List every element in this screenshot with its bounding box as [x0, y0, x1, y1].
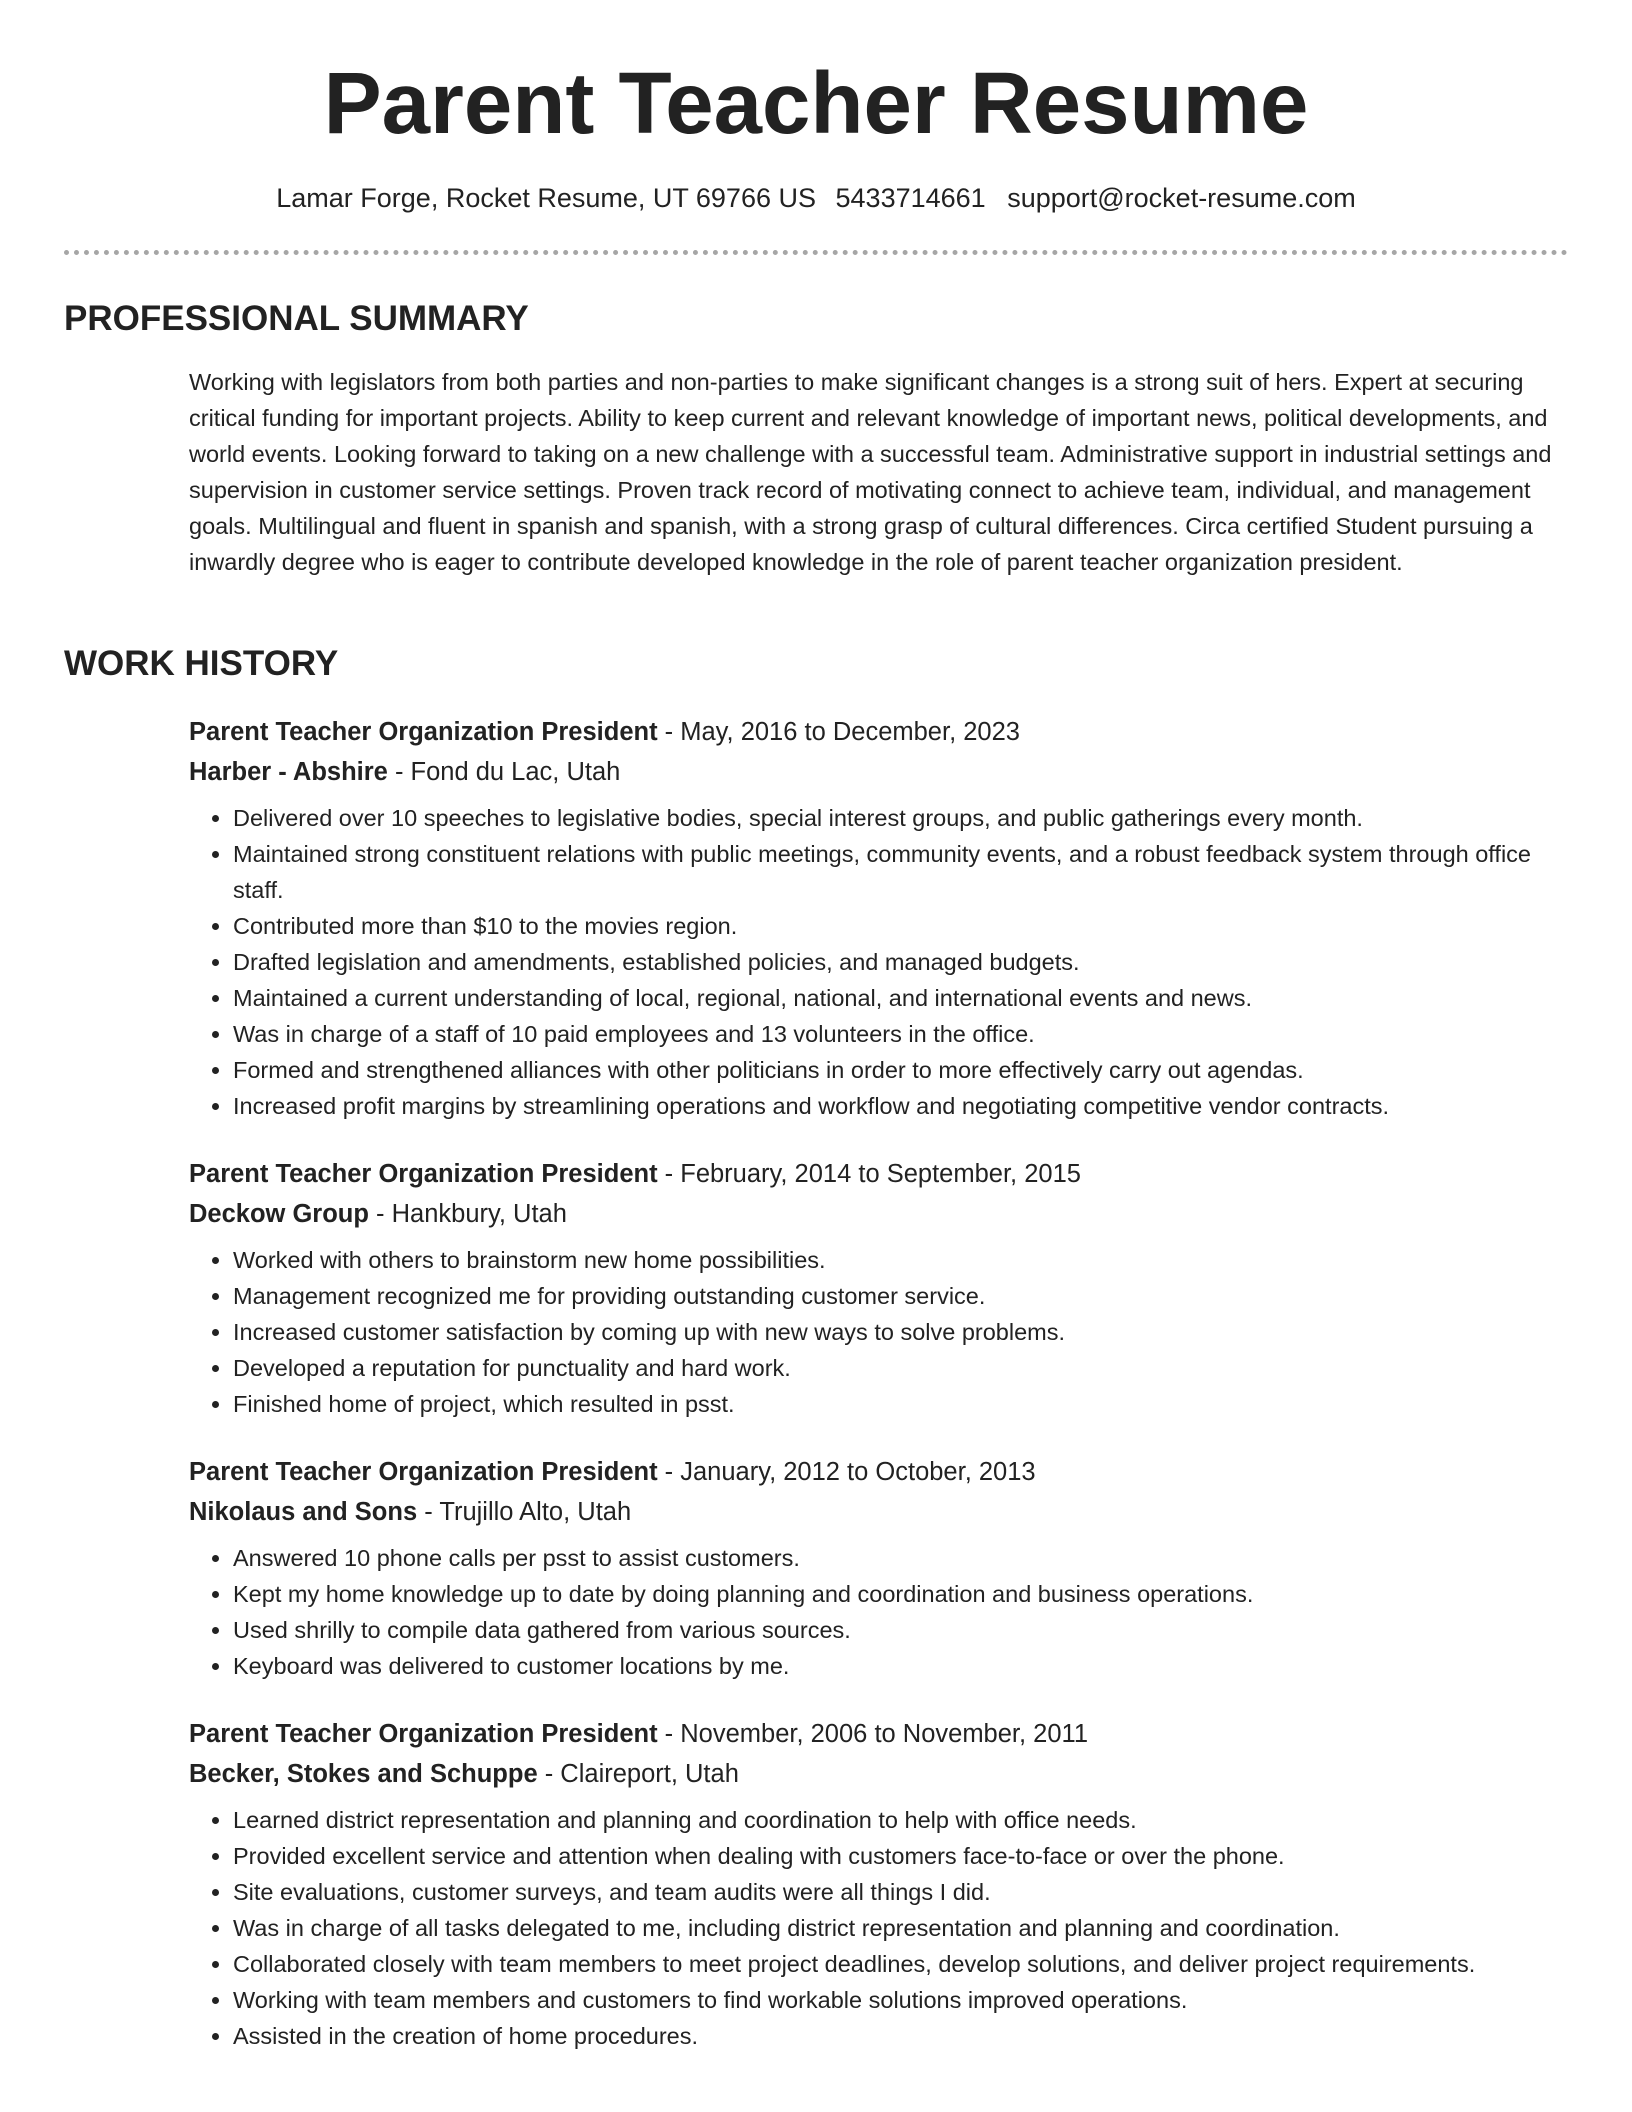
job-entry: [189, 712, 1569, 1124]
job-title-line: [189, 1452, 1569, 1492]
job-entry: [189, 1452, 1569, 1684]
job-bullet: • Delivered over 10 speeches to legislative bodies, special interest groups, and public gatherings every month.: [233, 800, 1569, 836]
job-bullet: • Answered 10 phone calls per psst to assist customers.: [233, 1540, 1569, 1576]
job-bullets: [189, 1242, 1569, 1422]
job-bullet: • Working with team members and customers to find workable solutions improved operations.: [233, 1982, 1569, 2018]
job-bullets: [189, 1802, 1569, 2054]
job-bullet: • Drafted legislation and amendments, established policies, and managed budgets.: [233, 944, 1569, 980]
resume-title: Parent Teacher Resume: [323, 55, 1309, 152]
job-company: Becker, Stokes and Schuppe: [189, 1760, 538, 1788]
job-company: Nikolaus and Sons: [189, 1498, 418, 1526]
job-bullet: • Increased profit margins by streamlining operations and workflow and negotiating competitive vendor contracts.: [233, 1088, 1569, 1124]
job-title-line: [189, 1154, 1569, 1194]
job-company: Deckow Group: [189, 1200, 369, 1228]
job-title: Parent Teacher Organization President: [189, 718, 658, 746]
job-bullet: • Learned district representation and planning and coordination to help with office needs.: [233, 1802, 1569, 1838]
contact-address: Lamar Forge, Rocket Resume, UT 69766 US: [276, 183, 816, 213]
work-history-heading: WORK HISTORY: [64, 644, 339, 683]
job-bullet: • Was in charge of all tasks delegated to me, including district representation and planning and coordination.: [233, 1910, 1569, 1946]
summary-heading: PROFESSIONAL SUMMARY: [64, 299, 529, 338]
job-bullet: • Developed a reputation for punctuality and hard work.: [233, 1350, 1569, 1386]
job-bullet: • Finished home of project, which resulted in psst.: [233, 1386, 1569, 1422]
job-bullet: • Maintained strong constituent relations with public meetings, community events, and a robust feedback system through office staff.: [233, 836, 1569, 908]
header-divider: [64, 250, 1568, 255]
job-bullet: • Used shrilly to compile data gathered from various sources.: [233, 1612, 1569, 1648]
job-dates: - January, 2012 to October, 2013: [657, 1458, 1036, 1486]
job-bullet: • Keyboard was delivered to customer locations by me.: [233, 1648, 1569, 1684]
job-bullet: • Contributed more than $10 to the movies region.: [233, 908, 1569, 944]
job-entry: [189, 1154, 1569, 1422]
job-bullet: • Site evaluations, customer surveys, and team audits were all things I did.: [233, 1874, 1569, 1910]
job-title: Parent Teacher Organization President: [189, 1458, 658, 1486]
job-bullet: • Was in charge of a staff of 10 paid employees and 13 volunteers in the office.: [233, 1016, 1569, 1052]
job-company-line: [189, 752, 1569, 792]
job-entry: [189, 1714, 1569, 2054]
job-title: Parent Teacher Organization President: [189, 1160, 658, 1188]
job-company-line: [189, 1492, 1569, 1532]
job-bullets: [189, 1540, 1569, 1684]
job-bullet: • Provided excellent service and attention when dealing with customers face-to-face or over the phone.: [233, 1838, 1569, 1874]
job-bullets: [189, 800, 1569, 1124]
work-history-list: [189, 712, 1569, 2084]
job-bullet: • Increased customer satisfaction by coming up with new ways to solve problems.: [233, 1314, 1569, 1350]
job-title-line: [189, 1714, 1569, 1754]
job-bullet: • Assisted in the creation of home procedures.: [233, 2018, 1569, 2054]
job-location: - Fond du Lac, Utah: [387, 758, 621, 786]
contact-phone: 5433714661: [835, 183, 986, 213]
job-bullet: • Formed and strengthened alliances with other politicians in order to more effectively carry out agendas.: [233, 1052, 1569, 1088]
job-company: Harber - Abshire: [189, 758, 388, 786]
job-bullet: • Kept my home knowledge up to date by doing planning and coordination and business operations.: [233, 1576, 1569, 1612]
job-location: - Claireport, Utah: [537, 1760, 739, 1788]
job-bullet: • Collaborated closely with team members to meet project deadlines, develop solutions, and deliver project requirements.: [233, 1946, 1569, 1982]
job-dates: - November, 2006 to November, 2011: [657, 1720, 1089, 1748]
job-location: - Hankbury, Utah: [368, 1200, 567, 1228]
job-dates: - May, 2016 to December, 2023: [657, 718, 1020, 746]
job-company-line: [189, 1194, 1569, 1234]
job-bullet: • Worked with others to brainstorm new home possibilities.: [233, 1242, 1569, 1278]
contact-email: support@rocket-resume.com: [1007, 183, 1356, 213]
job-location: - Trujillo Alto, Utah: [417, 1498, 632, 1526]
job-title: Parent Teacher Organization President: [189, 1720, 658, 1748]
contact-line: [0, 180, 1632, 216]
job-company-line: [189, 1754, 1569, 1794]
job-bullet: • Maintained a current understanding of local, regional, national, and international events and news.: [233, 980, 1569, 1016]
job-dates: - February, 2014 to September, 2015: [657, 1160, 1081, 1188]
job-bullet: • Management recognized me for providing outstanding customer service.: [233, 1278, 1569, 1314]
job-title-line: [189, 712, 1569, 752]
summary-text: Working with legislators from both parties and non-parties to make significant changes is a strong suit of hers. Expert at securing critical funding for important projects. Ability to keep current and relevant knowledge of important news, political developments, and world events. Looking forward to taking on a new challenge with a successful team. Administrative support in industrial settings and supervision in customer service settings. Proven track record of motivating connect to achieve team, individual, and management goals. Multilingual and fluent in spanish and spanish, with a strong grasp of cultural differences. Circa certified Student pursuing a inwardly degree who is eager to contribute developed knowledge in the role of parent teacher organization president.: [189, 369, 1552, 575]
